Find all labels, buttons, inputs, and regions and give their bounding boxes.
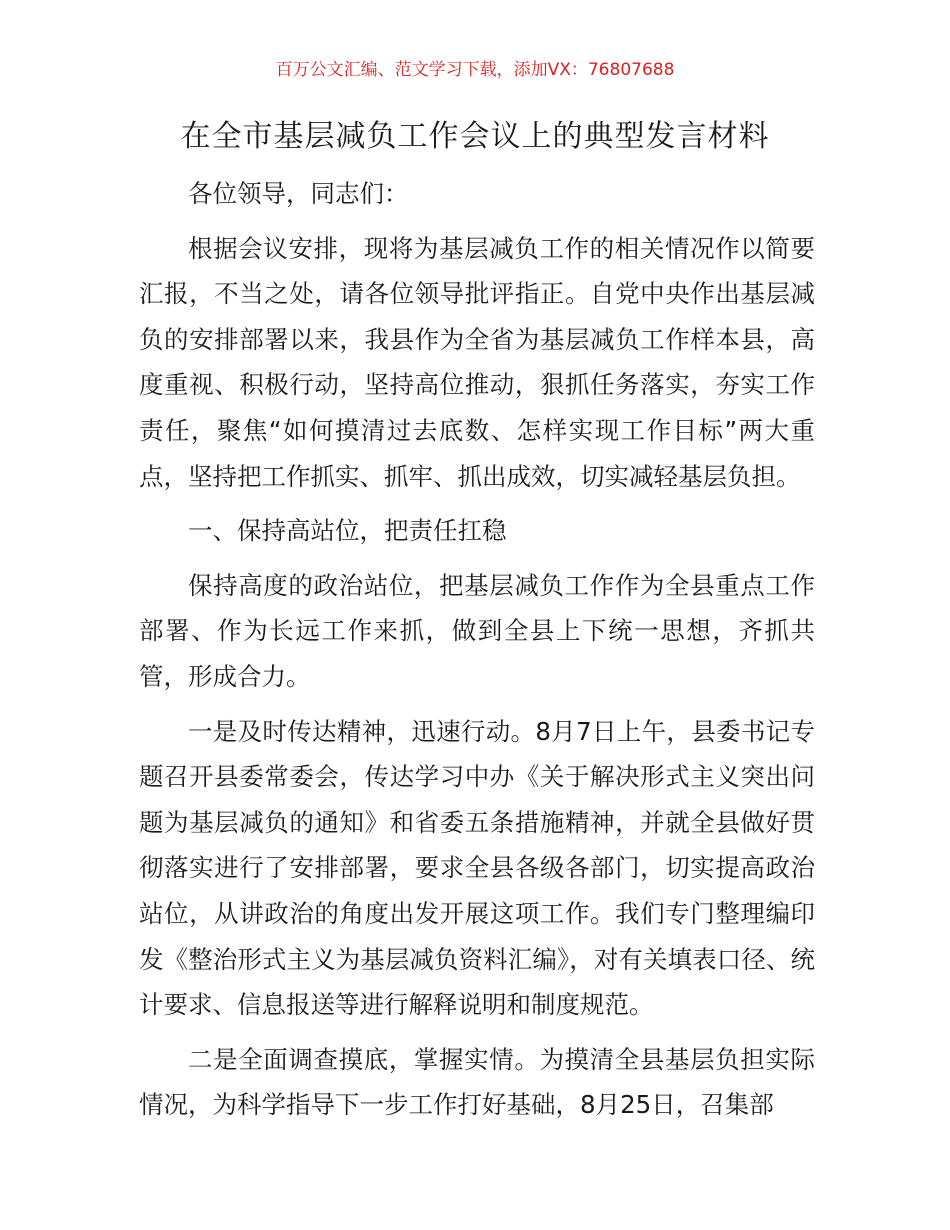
paragraph-point-2: 二是全面调查摸底，掌握实情。为摸清全县基层负担实际情况，为科学指导下一步工作打好基础，8月25日，召集部 (139, 1044, 815, 1120)
salutation: 各位领导，同志们： (188, 179, 409, 208)
document-body (139, 171, 815, 1137)
document-title: 在全市基层减负工作会议上的典型发言材料 (180, 119, 770, 154)
header-banner: 百万公文汇编、范文学习下载，添加VX：76807688 (275, 60, 675, 80)
paragraph-section-1: 保持高度的政治站位，把基层减负工作作为全县重点工作部署、作为长远工作来抓，做到全县上下统一思想，齐抓共管，形成合力。 (139, 570, 815, 691)
paragraph-point-1: 一是及时传达精神，迅速行动。8月7日上午，县委书记专题召开县委常委会，传达学习中办《关于解决形式主义突出问题为基层减负的通知》和省委五条措施精神，并就全县做好贯彻落实进行了安排部署，要求全县各级各部门，切实提高政治站位，从讲政治的角度出发开展这项工作。我们专门整理编印发《整治形式主义为基层减负资料汇编》，对有关填表口径、统计要求、信息报送等进行解释说明和制度规范。 (139, 716, 815, 1020)
section-heading-1: 一、保持高站位，把责任扛稳 (188, 516, 507, 546)
paragraph-intro: 根据会议安排，现将为基层减负工作的相关情况作以简要汇报，不当之处，请各位领导批评指正。自党中央作出基层减负的安排部署以来，我县作为全省为基层减负工作样本县，高度重视、积极行动，坚持高位推动，狠抓任务落实，夯实工作责任，聚焦“如何摸清过去底数、怎样实现工作目标”两大重点，坚持把工作抓实、抓牢、抓出成效，切实减轻基层负担。 (139, 233, 815, 491)
